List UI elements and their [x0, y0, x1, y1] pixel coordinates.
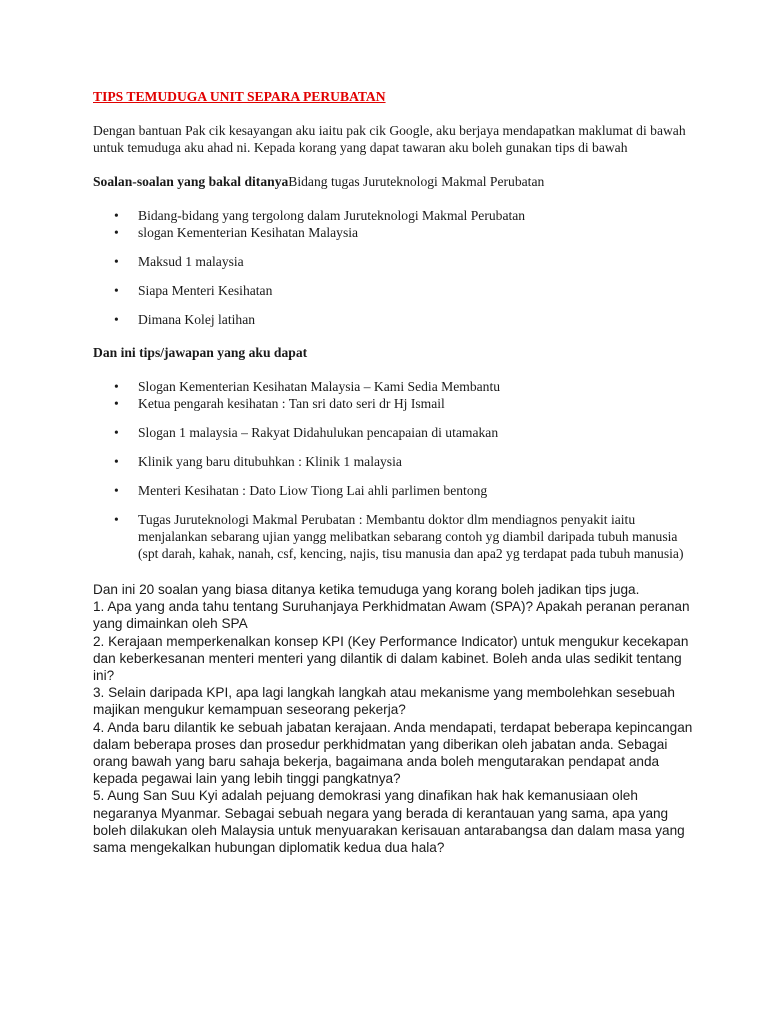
- list-item: • Slogan Kementerian Kesihatan Malaysia – Kami Sedia Membantu: [114, 379, 501, 394]
- bullet-icon: •: [114, 225, 119, 240]
- bullet-icon: •: [114, 283, 119, 298]
- answers-list: [93, 378, 693, 562]
- section2-heading: Dan ini tips/jawapan yang aku dapat: [93, 345, 308, 360]
- list-item: • Dimana Kolej latihan: [114, 312, 256, 327]
- question-item: 5. Aung San Suu Kyi adalah pejuang demokrasi yang dinafikan hak hak kemanusiaan oleh negaranya Myanmar. Sebagai sebuah negara yang berada di kerantauan yang sama, apa yang boleh dilakukan oleh Malaysia untuk menyuarakan kerisauan antarabangsa dan dalam masa yang sama mengekalkan hubungan diplomatik kedua dua hala?: [93, 788, 685, 856]
- list-item: • Ketua pengarah kesihatan : Tan sri dato seri dr Hj Ismail: [114, 396, 445, 411]
- document-page: [93, 88, 693, 856]
- question-item: 4. Anda baru dilantik ke sebuah jabatan kerajaan. Anda mendapati, terdapat beberapa kepincangan dalam beberapa proses dan prosedur perkhidmatan yang diberikan oleh jabatan anda. Sebagai orang bawah yang baru sahaja bekerja, bagaimana anda boleh mengutarakan pendapat anda kepada pegawai lain yang lebih tinggi pangkatnya?: [93, 719, 693, 787]
- list-item: • Tugas Juruteknologi Makmal Perubatan : Membantu doktor dlm mendiagnos penyakit iaitu menjalankan sebarang ujian yangg melibatkan sebarang contoh yg diambil daripada tubuh manusia (spt darah, kahak, nanah, csf, kencing, najis, tisu manusia dan apa2 yg terdapat pada tubuh manusia): [114, 512, 684, 561]
- list-item: • Siapa Menteri Kesihatan: [114, 283, 273, 298]
- intro-paragraph: Dengan bantuan Pak cik kesayangan aku iaitu pak cik Google, aku berjaya mendapatkan maklumat di bawah untuk temuduga aku ahad ni. Kepada korang yang dapat tawaran aku boleh gunakan tips di bawah: [93, 123, 686, 155]
- bullet-icon: •: [114, 512, 119, 527]
- list-item: • Maksud 1 malaysia: [114, 254, 244, 269]
- interview-questions-section: [93, 581, 693, 856]
- section1-heading-rest: Bidang tugas Juruteknologi Makmal Perubatan: [288, 174, 545, 189]
- question-item: 2. Kerajaan memperkenalkan konsep KPI (Key Performance Indicator) untuk mengukur kecekapan dan keberkesanan menteri menteri yang dilantik di dalam kabinet. Boleh anda ulas sedikit tentang ini?: [93, 633, 689, 684]
- bullet-icon: •: [114, 312, 119, 327]
- bullet-icon: •: [114, 425, 119, 440]
- list-item: • Slogan 1 malaysia – Rakyat Didahulukan pencapaian di utamakan: [114, 425, 499, 440]
- list-item: • Klinik yang baru ditubuhkan : Klinik 1 malaysia: [114, 454, 402, 469]
- bullet-icon: •: [114, 483, 119, 498]
- section1-heading-bold: Soalan-soalan yang bakal ditanya: [93, 174, 289, 189]
- document-title: TIPS TEMUDUGA UNIT SEPARA PERUBATAN: [93, 89, 386, 104]
- section1-heading: [93, 173, 693, 190]
- list-item: • Menteri Kesihatan : Dato Liow Tiong Lai ahli parlimen bentong: [114, 483, 488, 498]
- bullet-icon: •: [114, 379, 119, 394]
- list-item: • slogan Kementerian Kesihatan Malaysia: [114, 225, 359, 240]
- question-item: 1. Apa yang anda tahu tentang Suruhanjaya Perkhidmatan Awam (SPA)? Apakah peranan peranan yang dimainkan oleh SPA: [93, 599, 690, 632]
- list-item: • Bidang-bidang yang tergolong dalam Juruteknologi Makmal Perubatan: [114, 208, 526, 223]
- bullet-icon: •: [114, 454, 119, 469]
- questions-list: [93, 207, 693, 328]
- bullet-icon: •: [114, 396, 119, 411]
- bullet-icon: •: [114, 254, 119, 269]
- bullet-icon: •: [114, 208, 119, 223]
- question-item: 3. Selain daripada KPI, apa lagi langkah langkah atau mekanisme yang membolehkan sesebuah majikan mengukur kemampuan seseorang pekerja?: [93, 685, 675, 718]
- questions-intro: Dan ini 20 soalan yang biasa ditanya ketika temuduga yang korang boleh jadikan tips juga.: [93, 582, 640, 597]
